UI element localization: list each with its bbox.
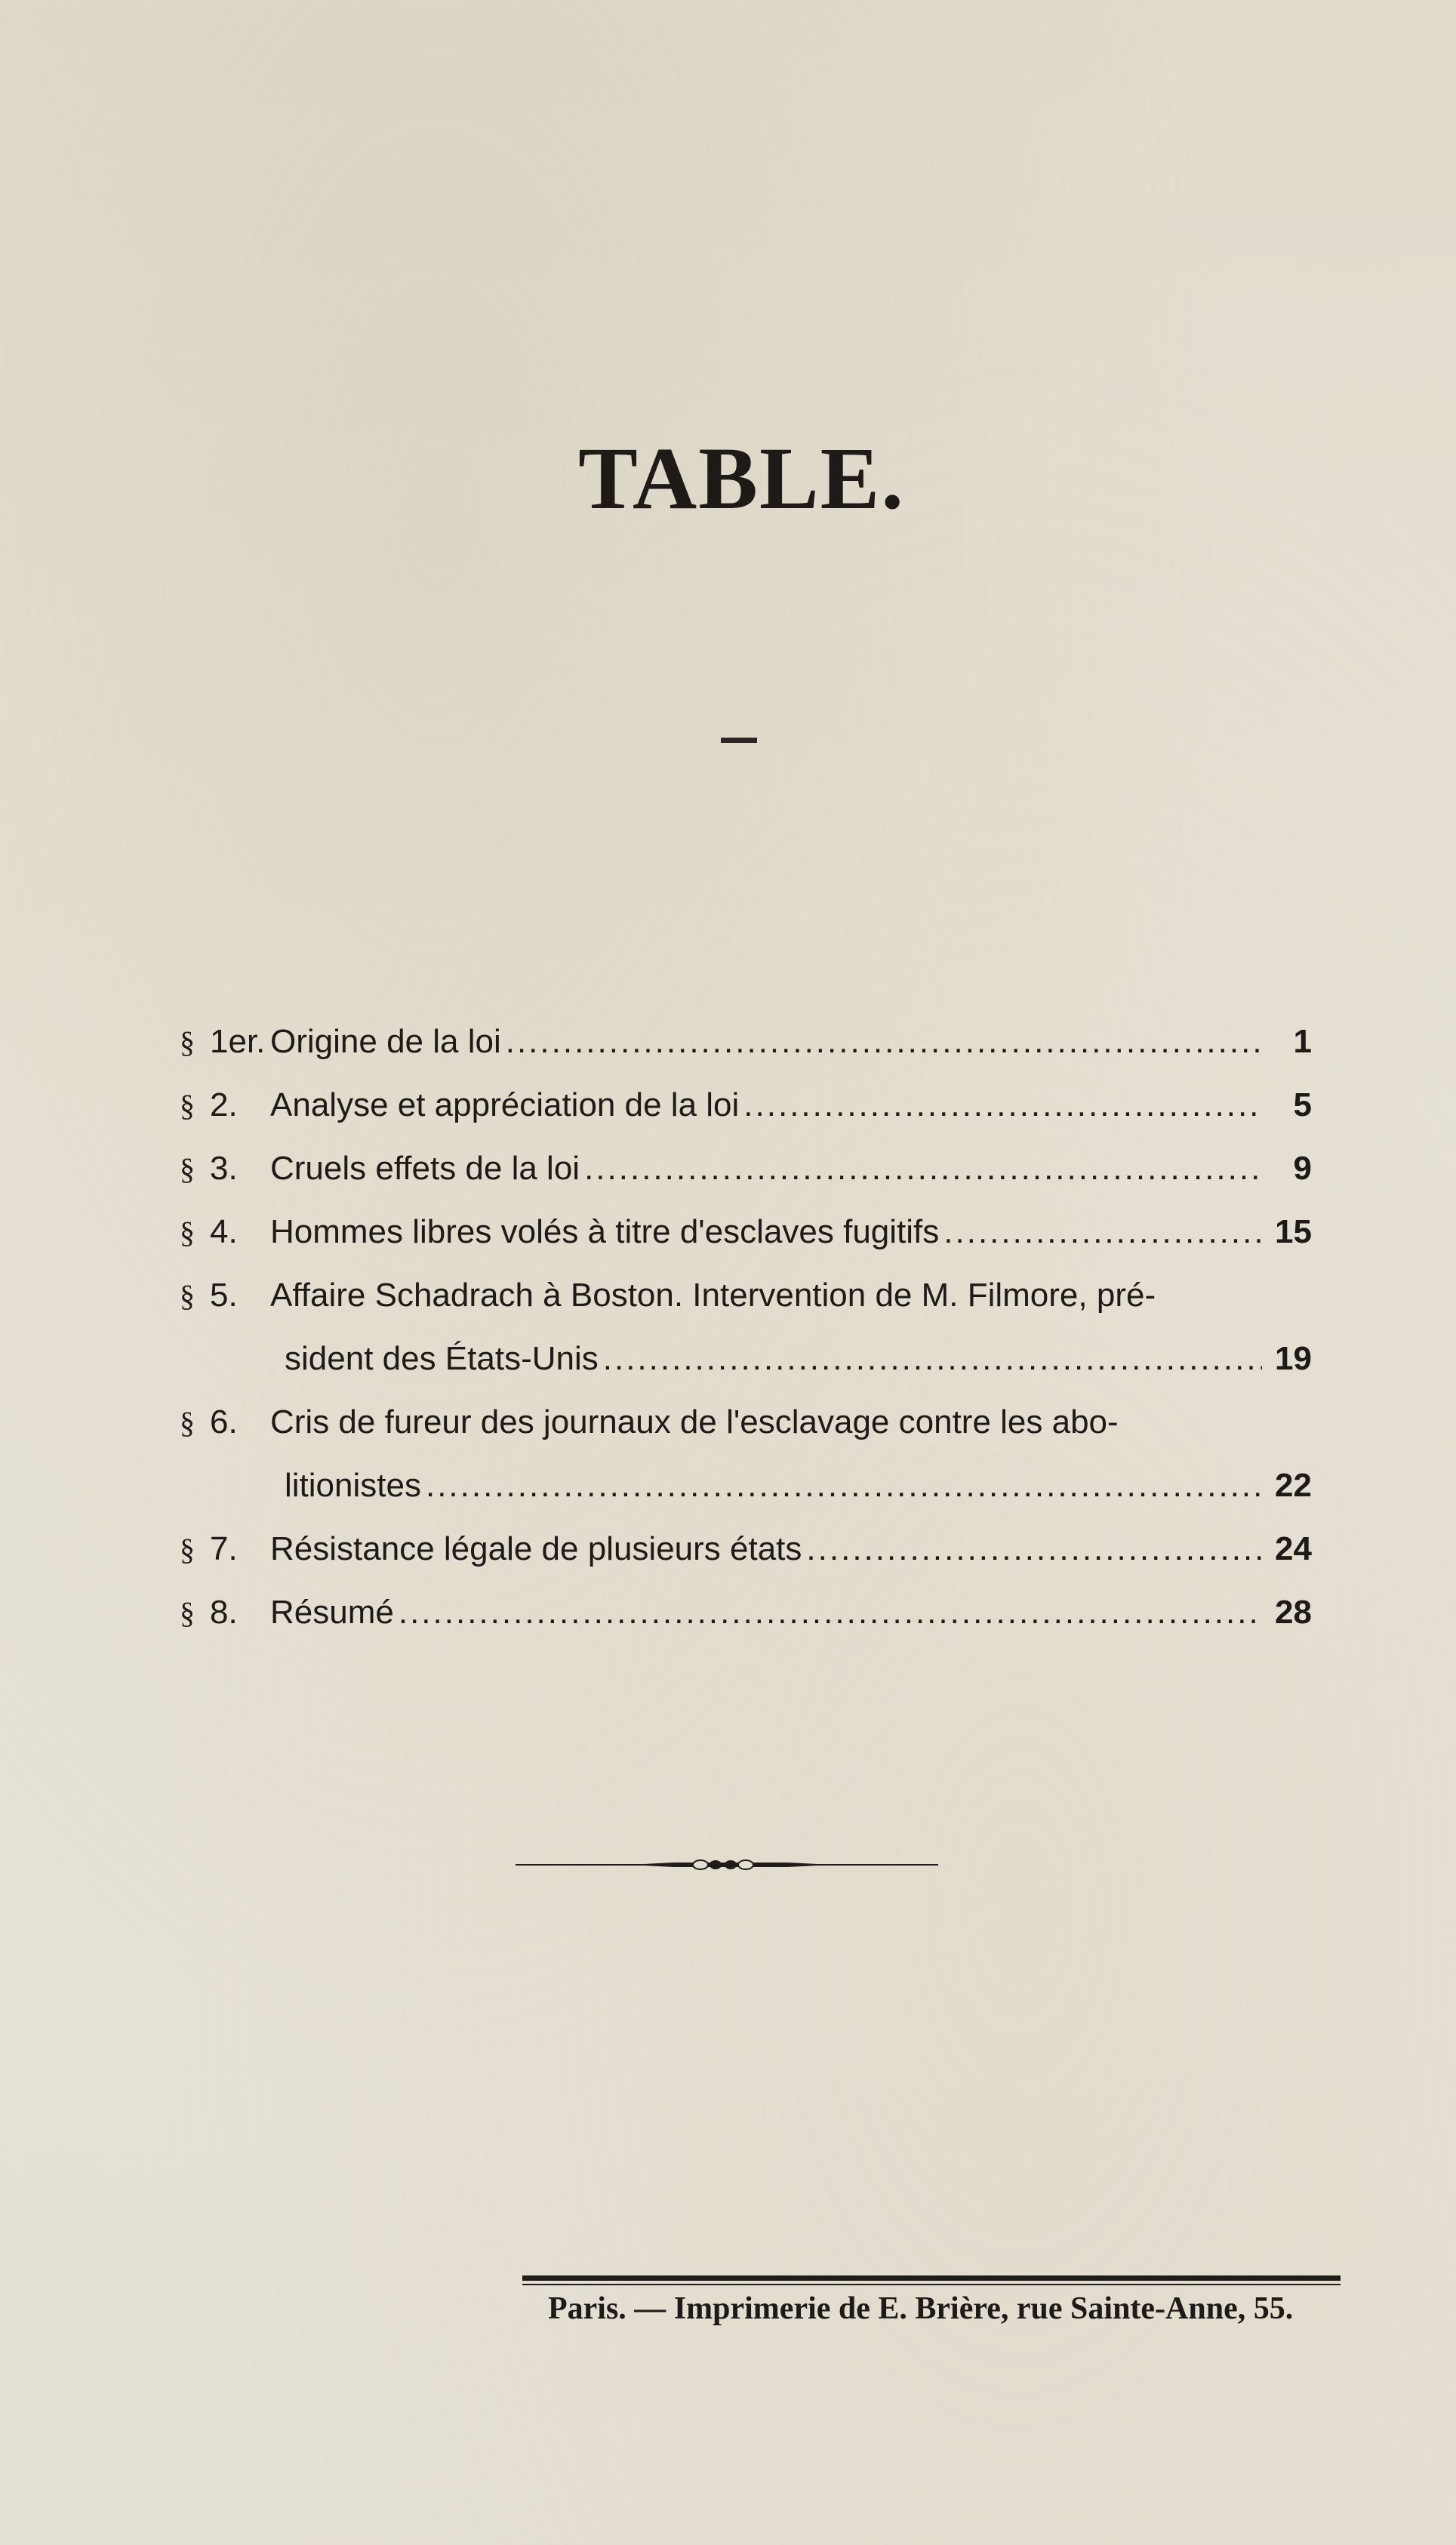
ornamental-rule (516, 1859, 938, 1870)
dot-leader (806, 1517, 1262, 1581)
section-title: Origine de la loi (270, 1023, 501, 1060)
page-number: 5 (1293, 1086, 1312, 1123)
section-number: 1er. (210, 1023, 266, 1060)
toc-entry (180, 1581, 1312, 1644)
page-number: 24 (1275, 1530, 1312, 1567)
toc-entry (180, 1074, 1312, 1137)
toc-entry-continuation (180, 1454, 1312, 1517)
toc-entry (180, 1010, 1312, 1074)
section-number: 8. (210, 1594, 238, 1631)
section-title: Hommes libres volés à titre d'esclaves fugitifs (270, 1213, 940, 1250)
section-number: 4. (210, 1213, 238, 1250)
section-title-line1: Cris de fureur des journaux de l'esclavage contre les abo- (270, 1403, 1119, 1440)
page-number: 9 (1293, 1150, 1312, 1187)
dot-leader (399, 1581, 1262, 1644)
page-number: 19 (1275, 1340, 1312, 1377)
section-title: Cruels effets de la loi (270, 1150, 580, 1187)
imprint-rule (522, 2275, 1341, 2281)
section-title-line2: sident des États-Unis (285, 1340, 599, 1377)
section-sign: § (180, 1025, 195, 1059)
dot-leader (603, 1327, 1262, 1391)
section-sign: § (180, 1279, 195, 1313)
section-number: 2. (210, 1086, 238, 1123)
title-rule (721, 738, 757, 743)
imprint-rule-thin (522, 2284, 1341, 2285)
page-number: 15 (1275, 1213, 1312, 1250)
section-sign: § (180, 1089, 195, 1123)
section-number: 6. (210, 1403, 238, 1440)
toc-entry (180, 1137, 1312, 1200)
section-title-line1: Affaire Schadrach à Boston. Intervention de M. Filmore, pré- (270, 1277, 1156, 1314)
section-title: Résistance légale de plusieurs états (270, 1530, 802, 1567)
section-sign: § (180, 1533, 195, 1567)
page-number: 28 (1275, 1594, 1312, 1631)
section-number: 3. (210, 1150, 238, 1187)
dot-leader (584, 1137, 1262, 1200)
toc-entry (180, 1391, 1312, 1454)
toc-entry (180, 1517, 1312, 1581)
page-number: 1 (1293, 1023, 1312, 1060)
section-title: Analyse et appréciation de la loi (270, 1086, 740, 1123)
table-of-contents (180, 1010, 1312, 1644)
dot-leader (943, 1200, 1262, 1264)
toc-entry (180, 1200, 1312, 1264)
section-title: Résumé (270, 1594, 394, 1631)
toc-entry (180, 1264, 1312, 1327)
section-sign: § (180, 1215, 195, 1249)
dot-leader (426, 1454, 1262, 1517)
printer-imprint: Paris. — Imprimerie de E. Brière, rue Sainte-Anne, 55. (548, 2291, 1294, 2326)
page-number: 22 (1275, 1467, 1312, 1504)
section-sign: § (180, 1406, 195, 1440)
toc-entry-continuation (180, 1327, 1312, 1391)
page-title: TABLE. (578, 429, 905, 528)
section-sign: § (180, 1596, 195, 1630)
section-number: 7. (210, 1530, 238, 1567)
section-number: 5. (210, 1277, 238, 1314)
section-title-line2: litionistes (285, 1467, 421, 1504)
dot-leader (506, 1010, 1262, 1074)
dot-leader (743, 1074, 1262, 1137)
section-sign: § (180, 1152, 195, 1186)
